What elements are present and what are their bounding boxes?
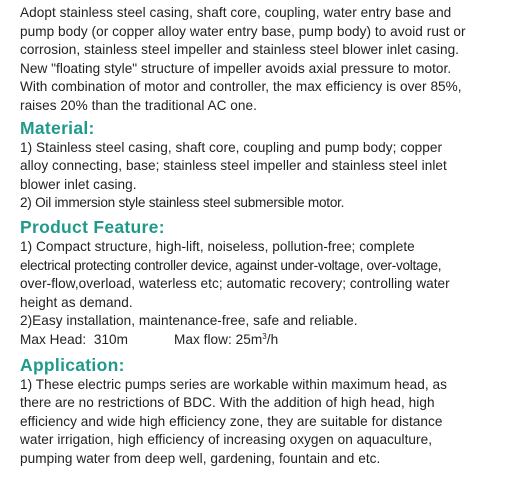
max-flow-unit: /h: [266, 331, 279, 347]
material-line: 2) Oil immersion style stainless steel submersible motor.: [20, 195, 345, 211]
max-flow-label: Max flow: 25m: [174, 331, 263, 347]
intro-line: Adopt stainless steel casing, shaft core, coupling, water entry base and: [20, 5, 452, 20]
intro-line: New "floating style" structure of impeller avoids axial pressure to motor.: [20, 60, 452, 76]
intro-line: corrosion, stainless steel impeller and stainless steel blower inlet casing.: [20, 42, 460, 58]
material-line: alloy connecting, base; stainless steel impeller and stainless steel inlet: [20, 158, 447, 174]
spec-row: [20, 331, 516, 350]
intro-line: With combination of motor and controller, the max efficiency is over 85%,: [20, 79, 462, 95]
feature-line: electrical protecting controller device, against under-voltage, over-voltage,: [20, 257, 442, 273]
application-heading: Application:: [20, 354, 125, 375]
application-line: efficiency and wide high efficiency zone, they are suitable for distance: [20, 413, 443, 429]
material-section: [20, 139, 516, 213]
product-feature-heading: Product Feature:: [20, 216, 165, 237]
max-flow-spec: [174, 331, 278, 350]
feature-line: height as demand.: [20, 294, 133, 310]
max-flow-superscript: 3: [262, 331, 267, 341]
max-head-spec: Max Head: 310m: [20, 331, 129, 347]
application-line: pumping water from deep well, gardening, fountain and etc.: [20, 450, 381, 466]
feature-line: 2)Easy installation, maintenance-free, safe and reliable.: [20, 313, 358, 329]
material-line: 1) Stainless steel casing, shaft core, coupling and pump body; copper: [20, 139, 443, 155]
application-line: 1) These electric pumps series are workable within maximum head, as: [20, 376, 447, 392]
feature-line: 1) Compact structure, high-lift, noiseless, pollution-free; complete: [20, 238, 415, 254]
application-line: water irrigation, high efficiency of increasing oxygen on aquaculture,: [20, 432, 433, 448]
feature-line: over-flow,overload, waterless etc; automatic recovery; controlling water: [20, 276, 450, 292]
feature-section: [20, 238, 516, 350]
material-heading: Material:: [20, 117, 95, 138]
application-section: [20, 376, 516, 469]
application-line: there are no restrictions of BDC. With the addition of high head, high: [20, 395, 435, 411]
intro-line: raises 20% than the traditional AC one.: [20, 97, 257, 113]
material-line: blower inlet casing.: [20, 176, 137, 192]
intro-line: pump body (or copper alloy water entry base, pump body) to avoid rust or: [20, 23, 466, 39]
intro-paragraph: [20, 0, 516, 116]
